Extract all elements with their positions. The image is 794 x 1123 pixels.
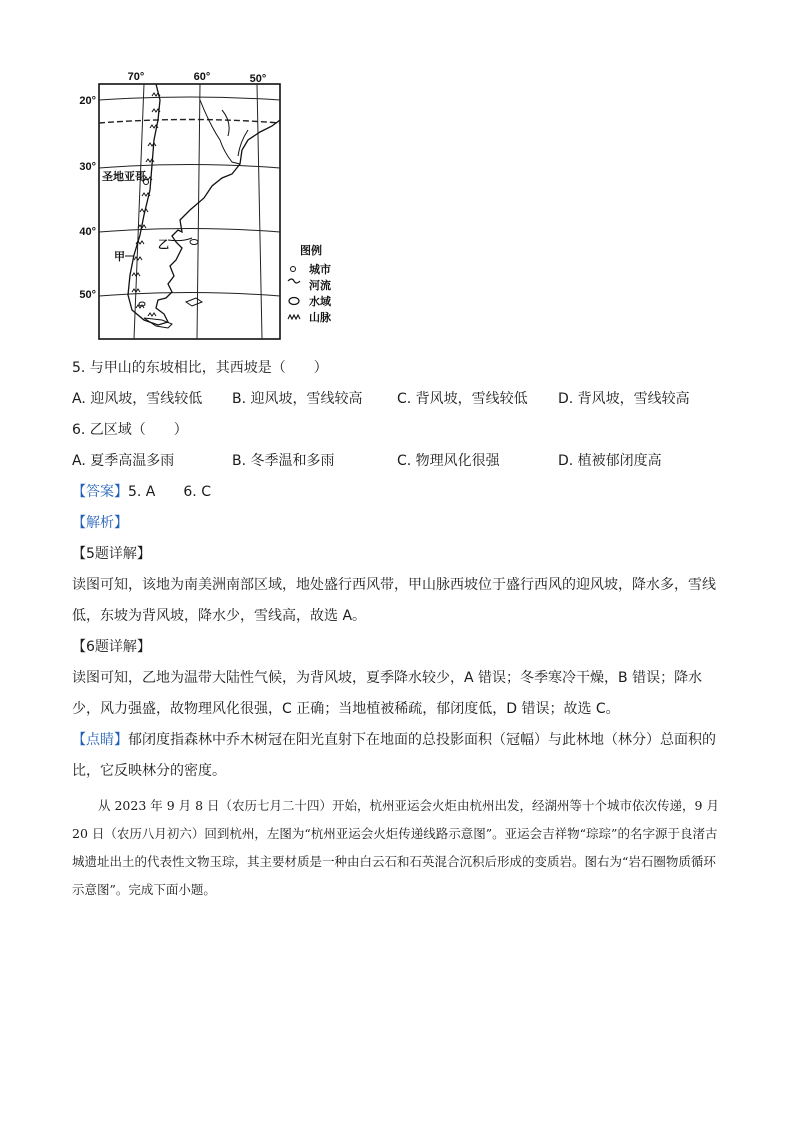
parana-river bbox=[200, 100, 240, 164]
latitude-line-40 bbox=[99, 229, 280, 233]
q5-option-c: C. 背风坡，雪线较低 bbox=[397, 391, 528, 407]
legend-title: 图例 bbox=[300, 245, 322, 257]
river bbox=[168, 238, 192, 241]
detail6-title: 【6题详解】 bbox=[72, 639, 151, 655]
yi-label: 乙 bbox=[158, 239, 169, 251]
tip-tag: 【点睛】 bbox=[72, 732, 128, 748]
santiago-label: 圣地亚哥 bbox=[102, 171, 146, 183]
lat-label-20: 20° bbox=[79, 95, 96, 107]
latitude-line-50 bbox=[99, 293, 280, 297]
q5-option-b: B. 迎风坡，雪线较高 bbox=[232, 391, 363, 407]
longitude-line-70 bbox=[134, 84, 144, 339]
lat-label-50: 50° bbox=[79, 289, 96, 301]
lat-label-40: 40° bbox=[79, 226, 96, 238]
south-america-map bbox=[72, 70, 352, 345]
q6-stem: 6. 乙区域（ ） bbox=[72, 422, 188, 438]
city-circle-icon bbox=[291, 267, 296, 272]
lon-label-50: 50° bbox=[249, 73, 267, 85]
detail6-text: 读图可知，乙地为温带大陆性气候，为背风坡，夏季降水较少，A 错误；冬季寒冷干燥，B 错误；降水少，风力强盛，故物理风化很强，C 正确；当地植被稀疏，郁闭度低，D 错误；故选 C。 bbox=[72, 670, 703, 717]
legend-label-city: 城市 bbox=[309, 264, 331, 276]
detail5-text: 读图可知，该地为南美洲南部区域，地处盛行西风带，甲山脉西坡位于盛行西风的迎风坡，降水多，雪线低，东坡为背风坡，降水少，雪线高，故选 A。 bbox=[72, 577, 716, 624]
answer-line bbox=[72, 482, 211, 502]
tropic-line bbox=[99, 120, 280, 124]
lon-label-60: 60° bbox=[193, 71, 211, 83]
tierra-del-fuego bbox=[144, 318, 172, 328]
q6-option-b: B. 冬季温和多雨 bbox=[232, 453, 335, 469]
intro-paragraph: 从 2023 年 9 月 8 日（农历七月二十四）开始，杭州亚运会火炬由杭州出发，经湖州等十个城市依次传递，9 月 20 日（农历八月初六）回到杭州，左图为“杭州亚运会火炬传递线路示意图”。亚运会吉祥物“琮琮”的名字源于良渚古城遗址出土的代表性文物玉琮，其主要材质是一种由白云石和石英混合沉积后形成的变质岩。图右为“岩石圈物质循环示意图”。完成下面小题。 bbox=[72, 798, 719, 897]
q5-option-a: A. 迎风坡，雪线较低 bbox=[72, 391, 203, 407]
q5-stem: 5. 与甲山的东坡相比，其西坡是（ ） bbox=[72, 360, 328, 376]
river-icon bbox=[288, 279, 300, 283]
answer-text: 5. A 6. C bbox=[128, 484, 211, 500]
jia-label: 甲 bbox=[114, 251, 125, 263]
legend-label-river: 河流 bbox=[309, 280, 331, 292]
falkland-islands bbox=[186, 298, 202, 306]
legend-label-mountain: 山脉 bbox=[309, 312, 331, 324]
q6-option-a: A. 夏季高温多雨 bbox=[72, 453, 175, 469]
lake bbox=[190, 240, 198, 245]
q6-option-c: C. 物理风化很强 bbox=[397, 453, 500, 469]
answer-tag: 【答案】 bbox=[72, 484, 128, 500]
water-body-icon bbox=[289, 298, 299, 305]
tip-paragraph bbox=[72, 725, 722, 787]
detail5-title: 【5题详解】 bbox=[72, 546, 151, 562]
tip-text: 郁闭度指森林中乔木树冠在阳光直射下在地面的总投影面积（冠幅）与此林地（林分）总面积的比，它反映林分的密度。 bbox=[72, 732, 716, 779]
q6-option-d: D. 植被郁闭度高 bbox=[558, 453, 662, 469]
legend-label-water: 水域 bbox=[309, 296, 331, 308]
lat-label-30: 30° bbox=[79, 161, 96, 173]
lon-label-70: 70° bbox=[127, 71, 145, 83]
latitude-line-30 bbox=[99, 165, 280, 169]
q5-option-d: D. 背风坡，雪线较高 bbox=[558, 391, 690, 407]
map-legend bbox=[288, 243, 332, 324]
latitude-line-20 bbox=[99, 97, 280, 100]
river bbox=[222, 110, 229, 136]
analysis-tag: 【解析】 bbox=[72, 515, 128, 531]
mountain-icon bbox=[288, 315, 300, 319]
coastline bbox=[128, 84, 280, 325]
